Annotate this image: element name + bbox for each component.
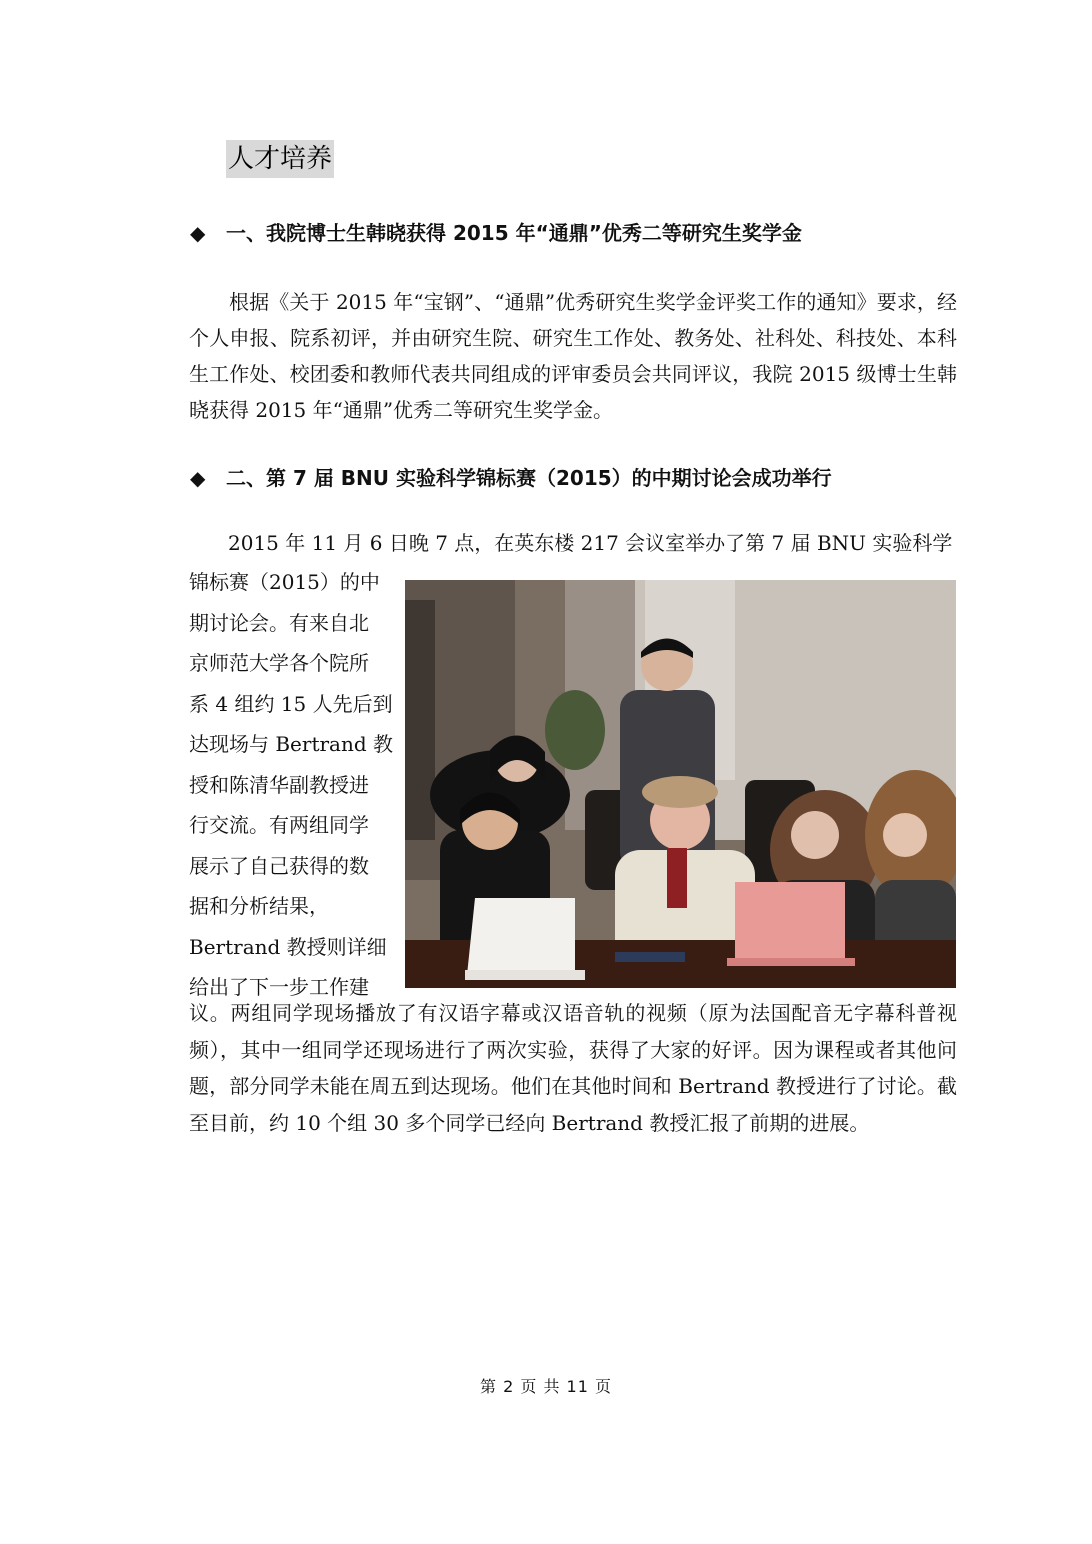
wrapped-line: 系 4 组约 15 人先后到 — [189, 691, 393, 716]
wrapped-line: 行交流。有两组同学 — [189, 813, 369, 837]
page-number: 第 2 页 共 11 页 — [480, 1377, 612, 1396]
news-heading-2 — [190, 464, 970, 492]
news-heading-1 — [190, 219, 970, 247]
wrapped-line: 达现场与 Bertrand 教 — [189, 732, 394, 756]
news-paragraph-2-wrapped-column — [189, 562, 394, 1008]
wrapped-line: 期讨论会。有来自北 — [189, 610, 369, 635]
section-title: 人才培养 — [226, 140, 334, 178]
wrapped-line: 授和陈清华副教授进 — [189, 772, 369, 797]
news-paragraph-2-continued: 议。两组同学现场播放了有汉语字幕或汉语音轨的视频（原为法国配音无字幕科普视频），其中一组同学还现场进行了两次实验，获得了大家的好评。因为课程或者其他问题，部分同学未能在周五到达现场。他们在其他时间和 Bertrand 教授进行了讨论。截至目前，约 10 个组 30 多个同学已经向 Bertrand 教授汇报了前期的进展。 — [189, 1001, 957, 1135]
wrapped-line: 展示了自己获得的数 — [189, 853, 369, 878]
news-paragraph-1: 根据《关于 2015 年“宝钢”、“通鼎”优秀研究生奖学金评奖工作的通知》要求，经个人申报、院系初评，并由研究生院、研究生工作处、教务处、社科处、科技处、本科生工作处、校团委和教师代表共同组成的评审委员会共同评议，我院 2015 级博士生韩晓获得 2015 年“通鼎”优秀二等研究生奖学金。 — [189, 290, 957, 422]
wrapped-line: Bertrand 教授则详细 — [189, 934, 387, 959]
news-heading-2-text: 二、第 7 届 BNU 实验科学锦标赛（2015）的中期讨论会成功举行 — [226, 466, 832, 490]
wrapped-line: 据和分析结果， — [189, 894, 329, 918]
wrapped-line: 给出了下一步工作建 — [189, 975, 369, 999]
wrapped-line: 京师范大学各个院所 — [189, 651, 369, 675]
news-heading-1-text: 一、我院博士生韩晓获得 2015 年“通鼎”优秀二等研究生奖学金 — [226, 221, 802, 245]
diamond-bullet-icon: ◆ — [190, 221, 206, 245]
meeting-photo — [405, 580, 956, 988]
diamond-bullet-icon: ◆ — [190, 466, 206, 490]
wrapped-line: 锦标赛（2015）的中 — [189, 570, 380, 594]
news-paragraph-2-first-line: 2015 年 11 月 6 日晚 7 点，在英东楼 217 会议室举办了第 7 届 BNU 实验科学 — [228, 531, 953, 555]
